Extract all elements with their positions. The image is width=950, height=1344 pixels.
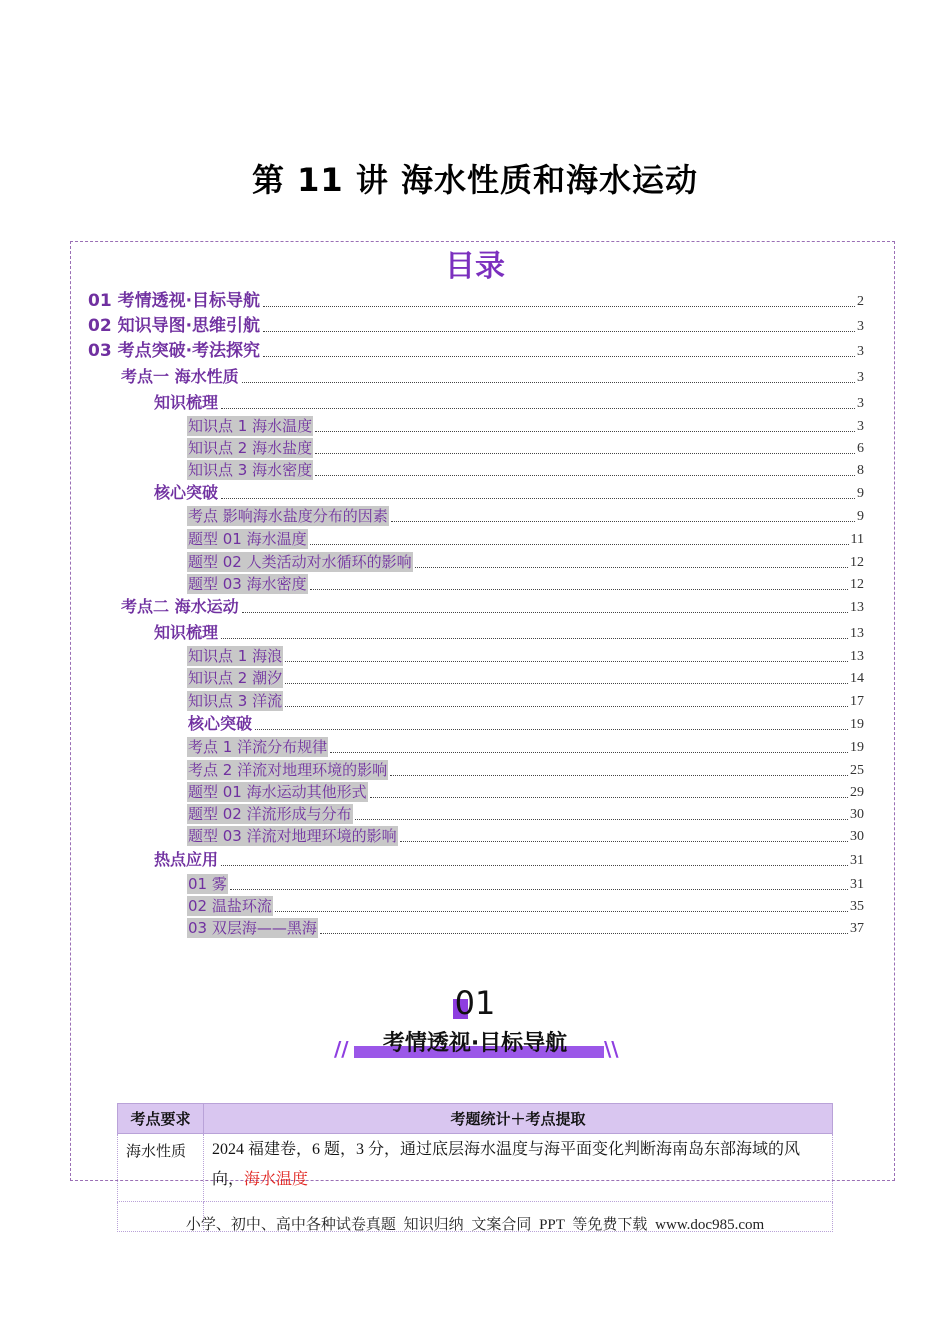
section-number: 01: [454, 984, 496, 1022]
toc-entry-label: 题型 01 海水温度: [188, 530, 307, 548]
toc-entry-page: 8: [857, 463, 864, 478]
toc-entry-leader: [255, 729, 848, 730]
toc-entry-leader: [355, 819, 848, 820]
toc-entry-page: 19: [850, 717, 864, 732]
toc-entry-leader: [221, 498, 855, 499]
table-header-statistics: 考题统计＋考点提取: [204, 1104, 833, 1134]
table-row: [118, 1134, 833, 1202]
toc-entry-page: 3: [857, 370, 864, 385]
section-title-left-slashes: //: [334, 1037, 349, 1061]
toc-entry-page: 31: [850, 853, 864, 868]
toc-entry[interactable]: [187, 712, 864, 734]
toc-entry-page: 9: [857, 509, 864, 524]
toc-entry[interactable]: [187, 458, 864, 480]
toc-entry[interactable]: [187, 916, 864, 938]
toc-entry-page: 25: [850, 763, 864, 778]
toc-entry-page: 37: [850, 921, 864, 936]
toc-entry-label: 知识点 2 海水盐度: [188, 439, 313, 457]
table-header-row: [118, 1104, 833, 1134]
toc-entry[interactable]: [187, 414, 864, 436]
toc-entry-page: 30: [850, 807, 864, 822]
toc-entry-label: 考点二 海水运动: [121, 597, 239, 616]
toc-entry-leader: [390, 775, 848, 776]
toc-entry[interactable]: [187, 758, 864, 780]
toc-entry[interactable]: [187, 666, 864, 688]
toc-entry-leader: [285, 706, 848, 707]
toc-entry-page: 6: [857, 441, 864, 456]
toc-entry-label: 热点应用: [154, 850, 219, 869]
toc-entry-page: 3: [857, 396, 864, 411]
toc-entry-leader: [315, 453, 855, 454]
toc-heading: 目录: [445, 249, 505, 284]
toc-entry-label: 考点 2 洋流对地理环境的影响: [188, 761, 388, 779]
toc-entry-leader: [263, 331, 855, 332]
toc-entry-page: 9: [857, 486, 864, 501]
page-footer: 小学、初中、高中各种试卷真题 知识归纳 文案合同 PPT 等免费下载 www.doc985.com: [185, 1217, 765, 1233]
toc-entry[interactable]: [87, 289, 864, 311]
toc-entry-page: 19: [850, 740, 864, 755]
toc-entry-label: 核心突破: [154, 483, 219, 502]
toc-entry-leader: [230, 889, 848, 890]
toc-entry-page: 17: [850, 694, 864, 709]
toc-entry-label: 03 考点突破·考法探究: [88, 341, 261, 361]
toc-entry-leader: [400, 841, 848, 842]
toc-entry-label: 知识点 2 潮汐: [188, 669, 283, 687]
toc-entry-leader: [221, 408, 855, 409]
toc-entry-page: 3: [857, 344, 864, 359]
toc-entry-page: 12: [850, 555, 864, 570]
stat-highlight: 海水温度: [244, 1171, 309, 1188]
toc-entry-leader: [263, 356, 855, 357]
toc-entry-leader: [275, 911, 848, 912]
toc-entry-label: 知识点 1 海水温度: [188, 417, 313, 435]
toc-entry-label: 题型 01 海水运动其他形式: [188, 783, 367, 801]
toc-entry[interactable]: [87, 339, 864, 361]
toc-entry-label: 考点 1 洋流分布规律: [188, 738, 328, 756]
toc-entry-label: 知识点 3 海水密度: [188, 461, 313, 479]
toc-entry[interactable]: [187, 894, 864, 916]
toc-entry-label: 02 温盐环流: [188, 897, 272, 915]
toc-entry-leader: [221, 865, 848, 866]
toc-entry-page: 2: [857, 294, 864, 309]
table-header-requirement: 考点要求: [118, 1104, 204, 1134]
toc-entry[interactable]: [187, 644, 864, 666]
toc-entry-page: 3: [857, 419, 864, 434]
toc-entry[interactable]: [120, 595, 864, 617]
toc-entry-page: 3: [857, 319, 864, 334]
toc-entry-leader: [330, 752, 848, 753]
toc-entry-label: 考点一 海水性质: [121, 367, 239, 386]
toc-entry-leader: [242, 382, 855, 383]
toc-entry-leader: [391, 521, 855, 522]
toc-entry-leader: [221, 638, 848, 639]
toc-entry-page: 13: [850, 600, 864, 615]
toc-entry-page: 31: [850, 877, 864, 892]
toc-entry-label: 知识梳理: [154, 623, 219, 642]
toc-entry[interactable]: [187, 872, 864, 894]
toc-entry-leader: [415, 567, 848, 568]
toc-entry[interactable]: [153, 848, 864, 870]
toc-entry-page: 30: [850, 829, 864, 844]
toc-entry[interactable]: [187, 802, 864, 824]
toc-entry[interactable]: [153, 481, 864, 503]
toc-entry-label: 题型 03 海水密度: [188, 575, 307, 593]
toc-entry[interactable]: [187, 572, 864, 594]
toc-entry-leader: [370, 797, 848, 798]
toc-entry[interactable]: [187, 780, 864, 802]
toc-entry-page: 13: [850, 626, 864, 641]
table-cell-requirement: 海水性质: [118, 1134, 204, 1202]
toc-entry-page: 13: [850, 649, 864, 664]
toc-entry-leader: [310, 544, 849, 545]
table-cell-statistics: [204, 1134, 833, 1202]
toc-entry[interactable]: [187, 824, 864, 846]
stat-text: 2024 福建卷，6 题，3 分，通过底层海水温度与海平面变化判断海南岛东部海域的风向，: [212, 1141, 801, 1188]
toc-entry[interactable]: [187, 550, 864, 572]
toc-entry[interactable]: [87, 314, 864, 336]
toc-entry-label: 核心突破: [188, 714, 253, 733]
toc-entry-leader: [315, 475, 855, 476]
toc-entry-leader: [263, 306, 855, 307]
toc-entry-leader: [315, 431, 855, 432]
toc-entry[interactable]: [153, 621, 864, 643]
toc-entry[interactable]: [187, 527, 864, 549]
toc-entry-page: 11: [850, 532, 864, 547]
section-title: 考情透视·目标导航: [382, 1031, 568, 1056]
toc-entry[interactable]: [187, 689, 864, 711]
toc-entry[interactable]: [187, 504, 864, 526]
toc-entry-label: 考点 影响海水盐度分布的因素: [188, 507, 388, 525]
toc-entry-label: 03 双层海——黑海: [188, 919, 317, 937]
toc-entry-label: 题型 02 洋流形成与分布: [188, 805, 352, 823]
toc-entry-label: 01 雾: [188, 875, 227, 893]
toc-entry[interactable]: [153, 391, 864, 413]
document-title: 第 11 讲 海水性质和海水运动: [252, 161, 698, 199]
toc-entry-label: 知识点 1 海浪: [188, 647, 283, 665]
toc-entry-leader: [310, 589, 848, 590]
toc-entry-leader: [320, 933, 848, 934]
toc-entry-page: 35: [850, 899, 864, 914]
toc-entry-page: 29: [850, 785, 864, 800]
toc-entry-page: 14: [850, 671, 864, 686]
toc-entry[interactable]: [120, 365, 864, 387]
toc-entry-leader: [242, 612, 848, 613]
toc-entry[interactable]: [187, 735, 864, 757]
toc-entry-label: 01 考情透视·目标导航: [88, 291, 261, 311]
toc-entry-label: 知识点 3 洋流: [188, 692, 283, 710]
toc-entry-label: 02 知识导图·思维引航: [88, 316, 261, 336]
section-title-right-slashes: \\: [604, 1037, 619, 1061]
toc-entry[interactable]: [187, 436, 864, 458]
toc-entry-leader: [285, 683, 848, 684]
toc-entry-page: 12: [850, 577, 864, 592]
toc-entry-label: 题型 03 洋流对地理环境的影响: [188, 827, 397, 845]
toc-entry-label: 知识梳理: [154, 393, 219, 412]
toc-entry-label: 题型 02 人类活动对水循环的影响: [188, 553, 412, 571]
toc-entry-leader: [285, 661, 848, 662]
